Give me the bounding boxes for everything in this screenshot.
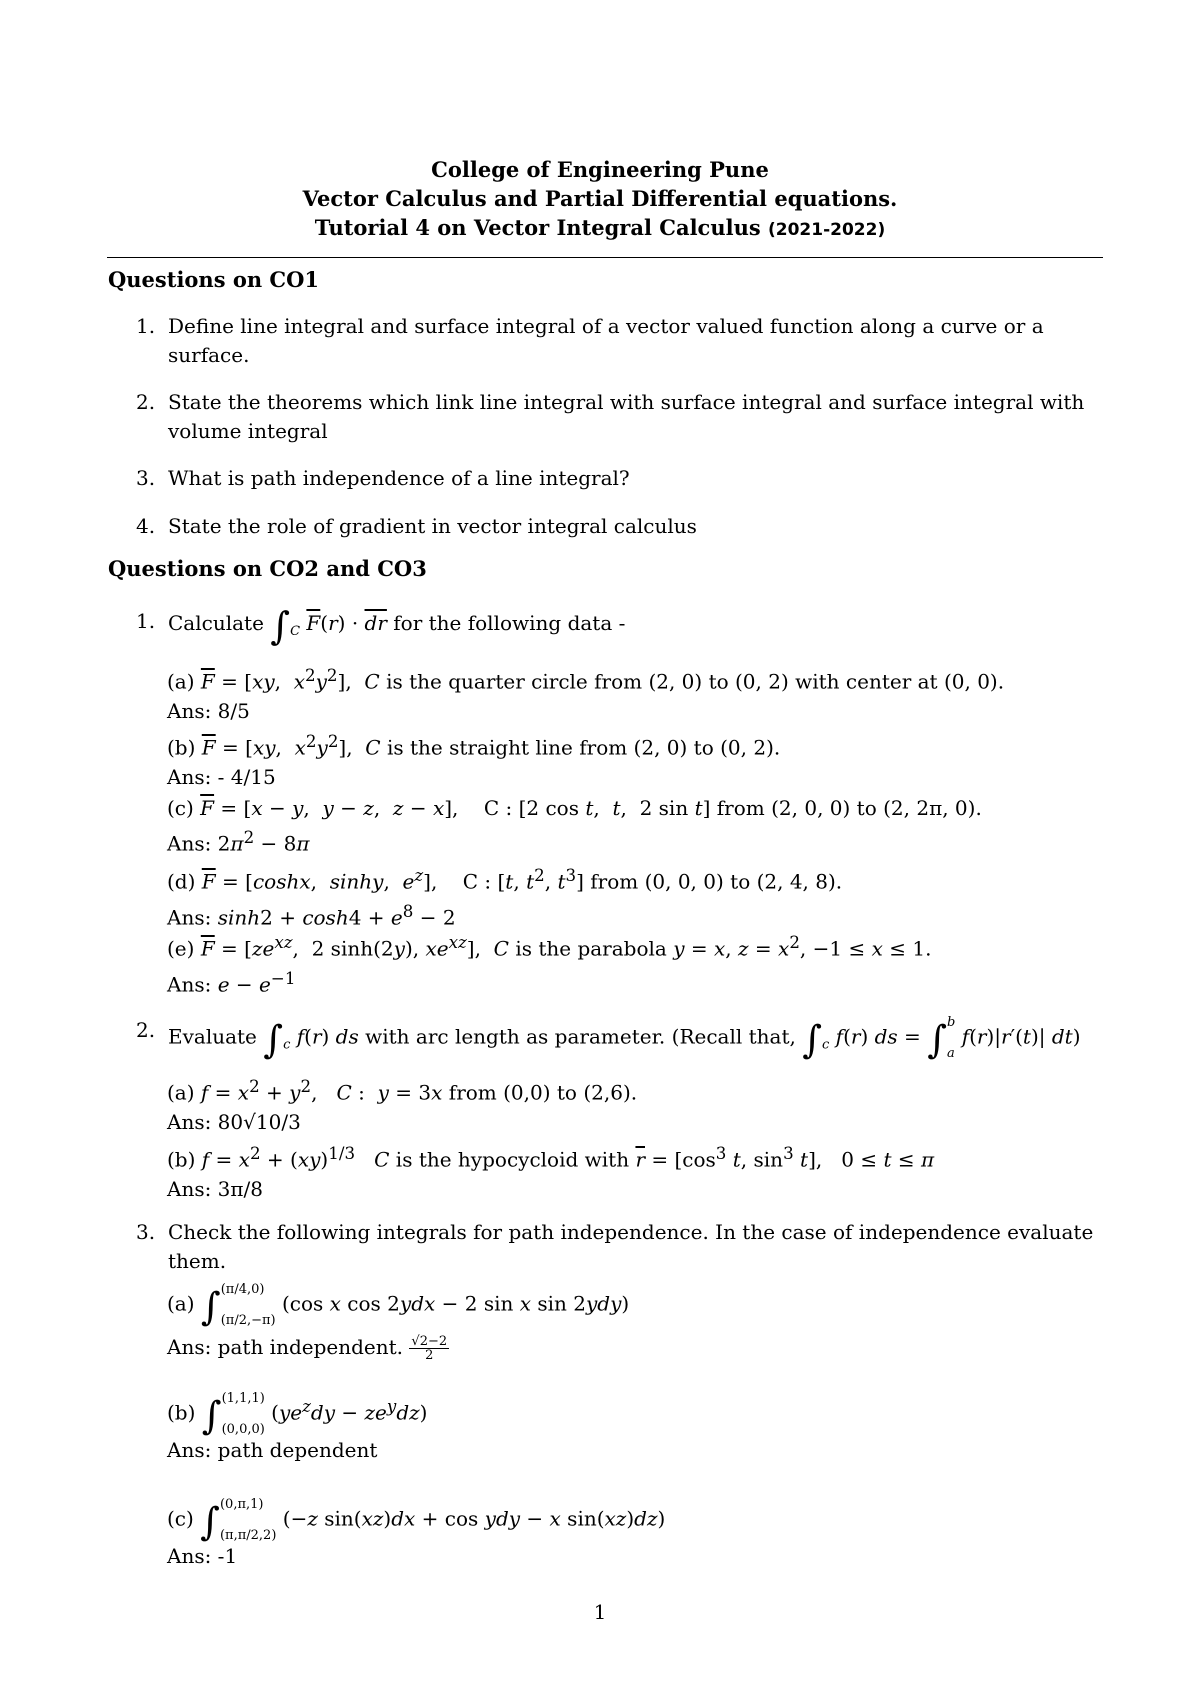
q1-part-a: (a) $\overline{F} = [xy$, $x^2y^2$], C is the quarter circle from (2, 0) to (0, 2) with center at (0, 0). Ans: 8/5 [167, 661, 1097, 726]
section-heading-co2-co3: Questions on CO2 and CO3 [108, 556, 427, 581]
q3-part-c-answer: Ans: -1 [167, 1544, 238, 1568]
co23-question-2: 2. Evaluate $\int_c$ f(r) ds with arc length as parameter. (Recall that, $\int_c$ f(r) ds = ∫ b a f(r)|r′(t)| dt) [136, 1015, 1081, 1062]
document-header [0, 155, 1200, 245]
q3-part-a: (a) ∫ (π/4,0) (π/2,−π) (cos x cos 2ydx − 2 sin x sin 2ydy) Ans: path independent. $\frac{√2-2}{2}$ [167, 1282, 630, 1363]
q3-part-b-answer: Ans: path dependent [167, 1438, 378, 1463]
q2-part-b: (b) $f = x^2 + (xy)^{1/3}$ C is the hypocycloid with $\overline{r} = [\cos^3$ t, $\sin^3 t$], 0 ≤ t ≤ π Ans: 3π/8 [167, 1139, 1097, 1204]
college-name: College of Engineering Pune [431, 157, 769, 182]
q3-part-b: (b) ∫ (1,1,1) (0,0,0) $(ye^zdy - ze^ydz)$ Ans: path dependent [167, 1392, 1097, 1465]
course-title: Vector Calculus and Partial Differential equations. [302, 186, 898, 211]
q2-part-b-answer: Ans: 3π/8 [167, 1176, 264, 1201]
q2-part-a-answer: Ans: 80√10/3 [167, 1109, 301, 1134]
academic-year: (2021-2022) [768, 220, 886, 240]
q1-part-b: (b) $\overline{F} = [xy$, $x^2y^2$], C is the straight line from (2, 0) to (0, 2). Ans: - 4/15 [167, 727, 1097, 792]
section-heading-co1: Questions on CO1 [108, 267, 320, 292]
co23-question-3: 3. Check the following integrals for path independence. In the case of independence evaluate them. [136, 1220, 1094, 1273]
co23-question-1: 1. Calculate $\int_C$ $\overline{F}(r) \cdot \overline{dr}$ for the following data - [136, 604, 626, 648]
co1-question-2: 2. State the theorems which link line integral with surface integral and surface integral with volume integral [136, 390, 1085, 443]
co1-question-3: 3. What is path independence of a line integral? [136, 466, 630, 490]
header-rule [107, 257, 1103, 258]
q1-part-b-answer: Ans: - 4/15 [167, 764, 276, 789]
q1-part-d: (d) $\overline{F} = [\cosh x$, sinhy, $e^z$], C : [t, $t^2$, $t^3$] from (0, 0, 0) to (2, 4, 8). Ans: $\sinh 2 + \cosh 4 + e^8 - 2$ [167, 866, 843, 930]
q1-part-e: (e) $\overline{F} = [ze^{xz}$, 2 sinh(2y), $xe^{xz}$], C is the parabola y = x, $z = x^2$, −1 ≤ x ≤ 1. Ans: $e - e^{-1}$ [167, 933, 932, 997]
q1-part-c: (c) $\overline{F} = [x - y$, y − z, z − x], C : [2 cos t, t, 2 sin t] from (2, 0, 0) to (2, 2π, 0). Ans: $2\pi^2 - 8\pi$ [167, 796, 982, 856]
page-number: 1 [593, 1600, 607, 1624]
tutorial-title: Tutorial 4 on Vector Integral Calculus (2021-2022) [314, 215, 886, 240]
q2-part-a: (a) $f = x^2 + y^2$, C : y = 3x from (0,0) to (2,6). Ans: 80√10/3 [167, 1072, 1097, 1137]
co1-question-4: 4. State the role of gradient in vector integral calculus [136, 514, 697, 538]
q3-part-c: (c) ∫ (0,π,1) (π,π/2,2) (−z sin(xz)dx + cos ydy − x sin(xz)dz) Ans: -1 [167, 1498, 1097, 1571]
co1-question-1: 1. Define line integral and surface integral of a vector valued function along a curve or a surface. [136, 314, 1044, 367]
q1-part-a-answer: Ans: 8/5 [167, 698, 250, 723]
